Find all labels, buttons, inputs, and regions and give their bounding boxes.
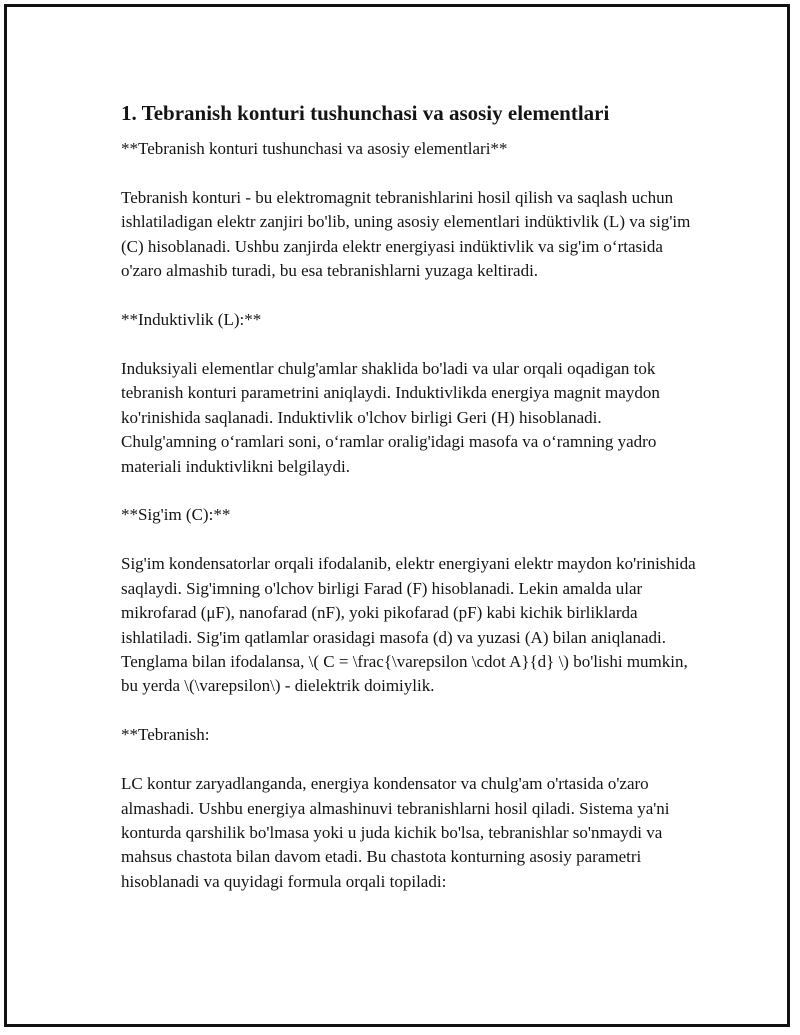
paragraph-oscillation: LC kontur zaryadlanganda, energiya kondensator va chulg'am o'rtasida o'zaro almashadi. Ushbu energiya almashinuvi tebranishlarni hosil qiladi. Sistema ya'ni konturda qarshilik bo'lmasa yoki u juda kichik bo'lsa, tebranishlar so'nmaydi va mahsus chastota bilan davom etadi. Bu chastota konturning asosiy parametri hisoblanadi va quyidagi formula orqali topiladi:	[121, 774, 670, 891]
paragraph-inductance-label: **Induktivlik (L):**	[121, 310, 262, 330]
section-heading: 1. Tebranish konturi tushunchasi va asosiy elementlari	[121, 101, 610, 125]
document-body	[121, 99, 701, 919]
page-frame	[4, 4, 790, 1027]
paragraph-capacitance: Sig'im kondensatorlar orqali ifodalanib, elektr energiyani elektr maydon ko'rinishida saqlaydi. Sig'imning o'lchov birligi Farad (F) hisoblanadi. Lekin amalda ular mikrofarad (μF), nanofarad (nF), yoki pikofarad (pF) kabi kichik birliklarda ishlatiladi. Sig'im qatlamlar orasidagi masofa (d) va yuzasi (A) bilan aniqlanadi. Tenglama bilan ifodalansa, \( C = \frac{\varepsilon \cdot A}{d} \) bo'lishi mumkin, bu yerda \(\varepsilon\) - dielektrik doimiylik.	[121, 554, 696, 696]
paragraph-oscillation-label: **Tebranish:	[121, 725, 210, 745]
paragraph-capacitance-label: **Sig'im (C):**	[121, 505, 231, 525]
paragraph-intro: Tebranish konturi - bu elektromagnit tebranishlarini hosil qilish va saqlash uchun ishlatiladigan elektr zanjiri bo'lib, uning asosiy elementlari indüktivlik (L) va sig'im (C) hisoblanadi. Ushbu zanjirda elektr energiyasi indüktivlik va sig'im o‘rtasida o'zaro almashib turadi, bu esa tebranishlarni yuzaga keltiradi.	[121, 187, 691, 281]
paragraph-inductance: Induksiyali elementlar chulg'amlar shaklida bo'ladi va ular orqali oqadigan tok tebranish konturi parametrini aniqlaydi. Induktivlikda energiya magnit maydon ko'rinishida saqlanadi. Induktivlik o'lchov birligi Geri (H) hisoblanadi. Chulg'amning o‘ramlari soni, o‘ramlar oralig'idagi masofa va o‘ramning yadro materiali induktivlikni belgilaydi.	[121, 358, 660, 476]
paragraph-bold-title: **Tebranish konturi tushunchasi va asosiy elementlari**	[121, 139, 508, 158]
